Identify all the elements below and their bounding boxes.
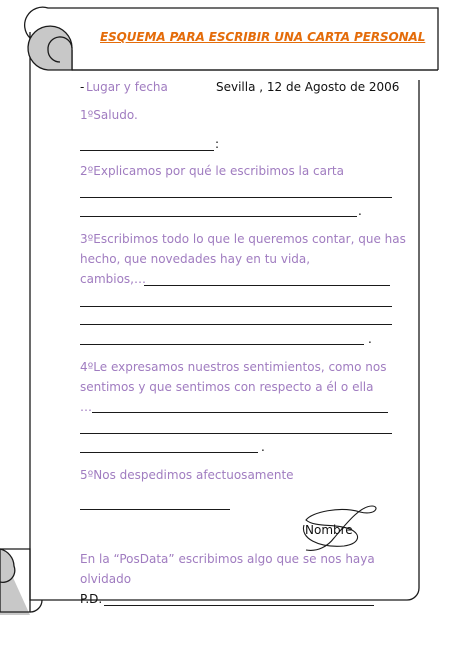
section-feelings-line-3: … bbox=[80, 400, 92, 414]
section-news-line-1: 3ºEscribimos todo lo que le queremos contar, que has bbox=[80, 232, 406, 246]
reason-line-1 bbox=[80, 197, 392, 198]
reason-line-2 bbox=[80, 216, 357, 217]
section-feelings-line-2: sentimos y que sentimos con respecto a él o ella bbox=[80, 380, 374, 394]
section-news-line-2: hecho, que novedades hay en tu vida, bbox=[80, 252, 311, 266]
section-feelings-line-1: 4ºLe expresamos nuestros sentimientos, como nos bbox=[80, 360, 387, 374]
postscript-label: P.D. bbox=[80, 592, 103, 606]
news-period: . bbox=[368, 332, 372, 346]
reason-period: . bbox=[358, 204, 362, 218]
place-date-label: Lugar y fecha bbox=[86, 80, 168, 94]
feelings-line-1 bbox=[92, 412, 388, 413]
farewell-line bbox=[80, 509, 230, 510]
page-title: ESQUEMA PARA ESCRIBIR UNA CARTA PERSONAL bbox=[100, 30, 426, 44]
section-reason: 2ºExplicamos por qué le escribimos la carta bbox=[80, 164, 344, 178]
news-line-2 bbox=[80, 306, 392, 307]
section-greeting: 1ºSaludo. bbox=[80, 108, 138, 122]
postscript-line bbox=[104, 605, 374, 606]
greeting-colon: : bbox=[215, 137, 220, 151]
section-news-line-3: cambios,… bbox=[80, 272, 146, 286]
feelings-line-3 bbox=[80, 452, 258, 453]
news-line-3 bbox=[80, 324, 392, 325]
news-line-4 bbox=[80, 344, 364, 345]
feelings-period: . bbox=[261, 440, 265, 454]
greeting-blank-line bbox=[80, 150, 214, 151]
feelings-line-2 bbox=[80, 433, 392, 434]
place-date-bullet: - bbox=[80, 80, 85, 94]
bottom-roll-shadow bbox=[0, 549, 15, 582]
signature-name: Nombre bbox=[305, 523, 353, 537]
postscript-note-line-2: olvidado bbox=[80, 572, 132, 586]
top-roll-shadow bbox=[28, 26, 72, 70]
section-farewell: 5ºNos despedimos afectuosamente bbox=[80, 468, 294, 482]
postscript-note-line-1: En la “PosData” escribimos algo que se nos haya bbox=[80, 552, 375, 566]
place-date-value: Sevilla , 12 de Agosto de 2006 bbox=[216, 80, 400, 94]
news-line-1 bbox=[144, 285, 390, 286]
